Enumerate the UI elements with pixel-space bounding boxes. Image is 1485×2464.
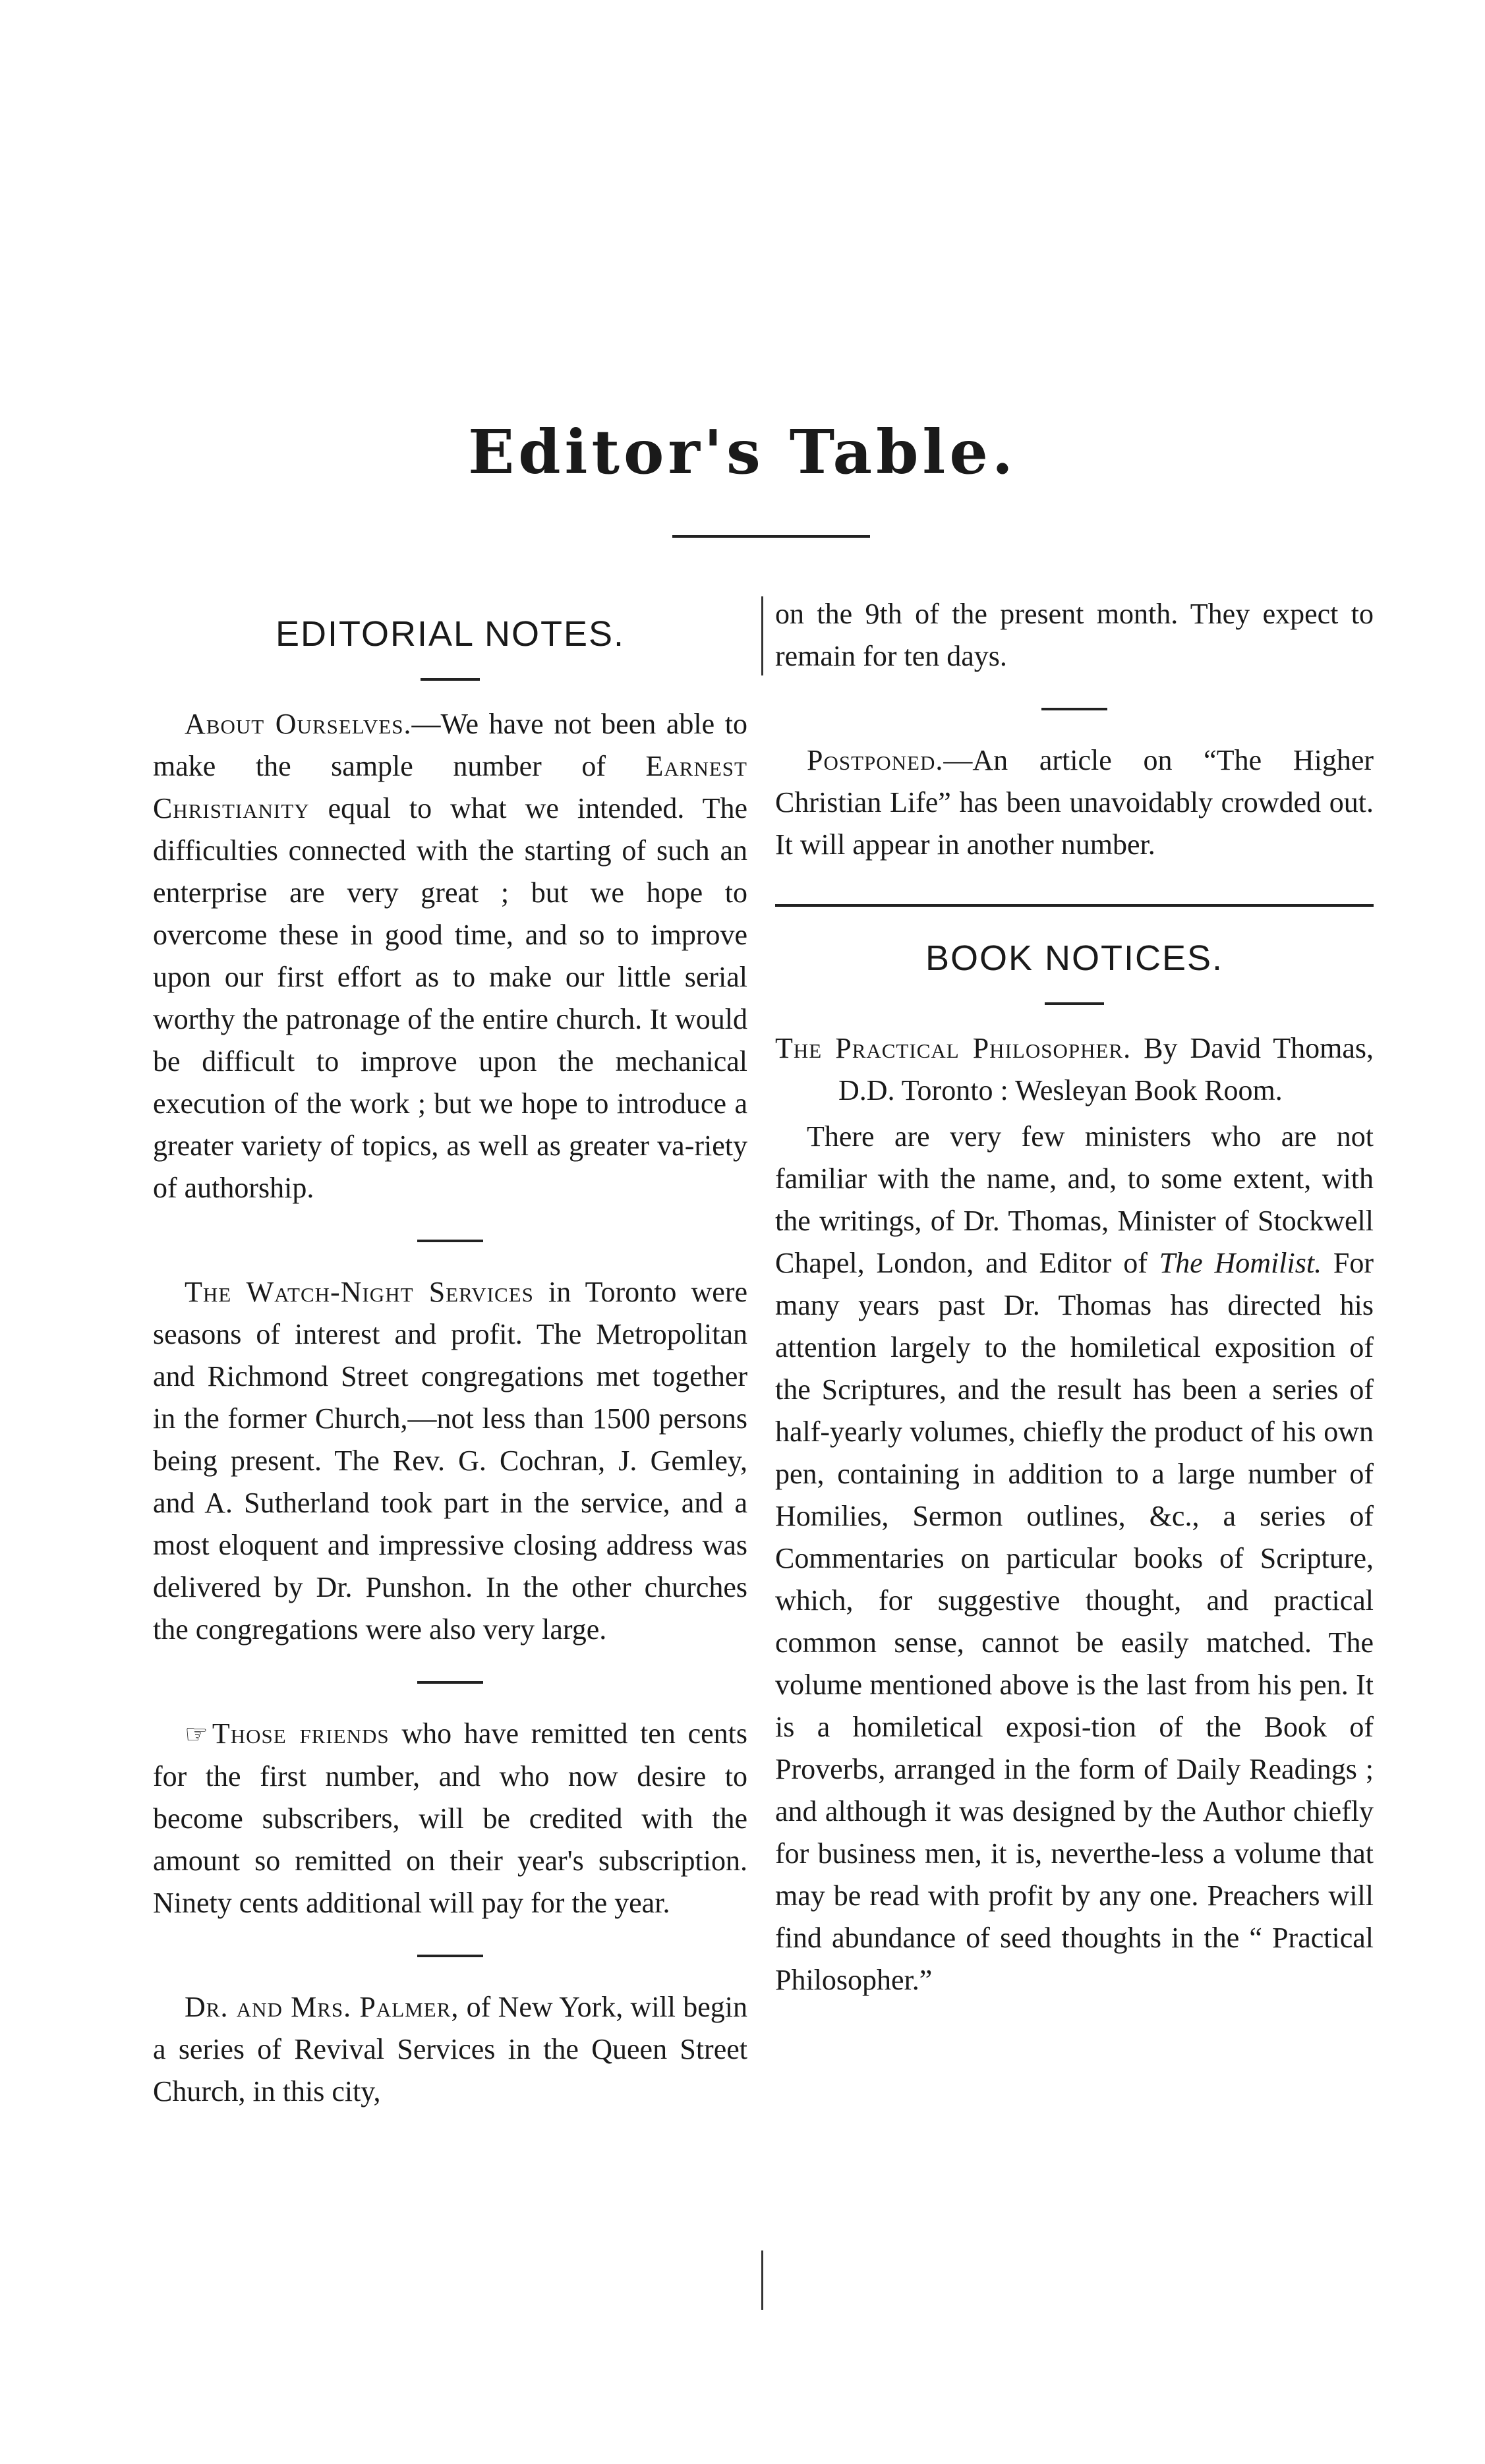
note-lead: Postponed. <box>807 744 944 776</box>
section-rule <box>417 1240 483 1242</box>
friends-note <box>153 1713 747 1924</box>
book-notices-heading: BOOK NOTICES. <box>925 938 1224 978</box>
heading-rule <box>1045 1002 1104 1005</box>
magazine-name: Earnest Christianity <box>153 749 747 824</box>
note-text: —An article on “The Higher Christian Life” has been unavoidably crowded out. It will appear in another number. <box>775 744 1374 861</box>
note-text: of New York, will begin a series of Revival Services in the Queen Street Church, in this city, <box>153 1990 748 2107</box>
book-citation <box>775 1027 1374 1112</box>
editorial-notes-heading: EDITORIAL NOTES. <box>275 614 626 654</box>
review-text: For many years past Dr. Thomas has directed his attention largely to the homiletical exposition of the Scriptures, and the result has been a series of half-yearly volumes, chiefly the product of his own pen, containing in addition to a large number of Homilies, Sermon outlines, &c., a series of Commentaries on particular books of Scripture, which, for suggestive thought, and practical common sense, cannot be easily matched. The volume mentioned above is the last from his pen. It is a homiletical exposi-tion of the Book of Proverbs, arranged in the form of Daily Readings ; and although it was designed by the Author chiefly for business men, it is, neverthe-less a volume that may be read with profit by any one. Preachers will find abundance of seed thoughts in the “ Practical Philosopher.” <box>775 1246 1374 1996</box>
watch-night-note <box>153 1271 747 1651</box>
column-divider <box>761 596 763 675</box>
book-title: The Practical Philosopher. <box>775 1031 1132 1064</box>
book-review <box>775 1116 1374 2001</box>
title-rule <box>672 535 870 538</box>
note-text: equal to what we intended. The difficulties connected with the starting of such an enterprise are very great ; but we hope to overcome these in good time, and so to improve upon our first effort as to make our little serial worthy the patronage of the entire church. It would be difficult to improve upon the mechanical execution of the work ; but we hope to introduce a greater variety of topics, as well as greater va-riety of authorship. <box>153 791 747 1204</box>
heading-rule <box>421 678 480 681</box>
section-rule <box>417 1955 483 1957</box>
note-lead: Dr. and Mrs. Palmer, <box>185 1990 459 2023</box>
palmer-note-continued: on the 9th of the present month. They expect to remain for ten days. <box>775 598 1374 672</box>
pointing-hand-icon: ☞ <box>185 1719 208 1750</box>
note-text: who have remitted ten cents for the first number, and who now desire to become subscribers, will be credited with the amount so remitted on their year's subscription. Ninety cents additional will pay for the year. <box>153 1717 747 1919</box>
right-column <box>775 593 1374 2001</box>
note-text: —We have not been able to make the sample number of <box>153 707 747 782</box>
left-column <box>153 593 747 2113</box>
review-text: There are very few ministers who are not familiar with the name, and, to some extent, with the writings, of Dr. Thomas, Minister of Stockwell Chapel, London, and Editor of <box>775 1120 1374 1279</box>
section-rule <box>417 1681 483 1684</box>
note-lead: The Watch-Night Services <box>185 1275 534 1308</box>
section-divider <box>775 904 1374 907</box>
section-rule <box>1041 708 1107 710</box>
note-lead: Those friends <box>212 1717 390 1750</box>
book-author: By David Thomas, D.D. Toronto : Wesleyan Book Room. <box>838 1031 1374 1106</box>
page-title: Editor's Table. <box>468 416 1017 488</box>
column-divider <box>761 2250 763 2310</box>
note-text: in Toronto were seasons of interest and profit. The Metropolitan and Richmond Street congregations met together in the former Church,—not less than 1500 persons being present. The Rev. G. Cochran, J. Gemley, and A. Sutherland took part in the service, and a most eloquent and impressive closing address was delivered by Dr. Punshon. In the other churches the congregations were also very large. <box>153 1275 747 1646</box>
about-ourselves-note <box>153 703 747 1209</box>
note-lead: About Ourselves. <box>185 707 412 740</box>
periodical-name: The Homilist. <box>1159 1246 1322 1279</box>
postponed-note <box>775 739 1374 866</box>
palmer-note <box>153 1986 747 2113</box>
